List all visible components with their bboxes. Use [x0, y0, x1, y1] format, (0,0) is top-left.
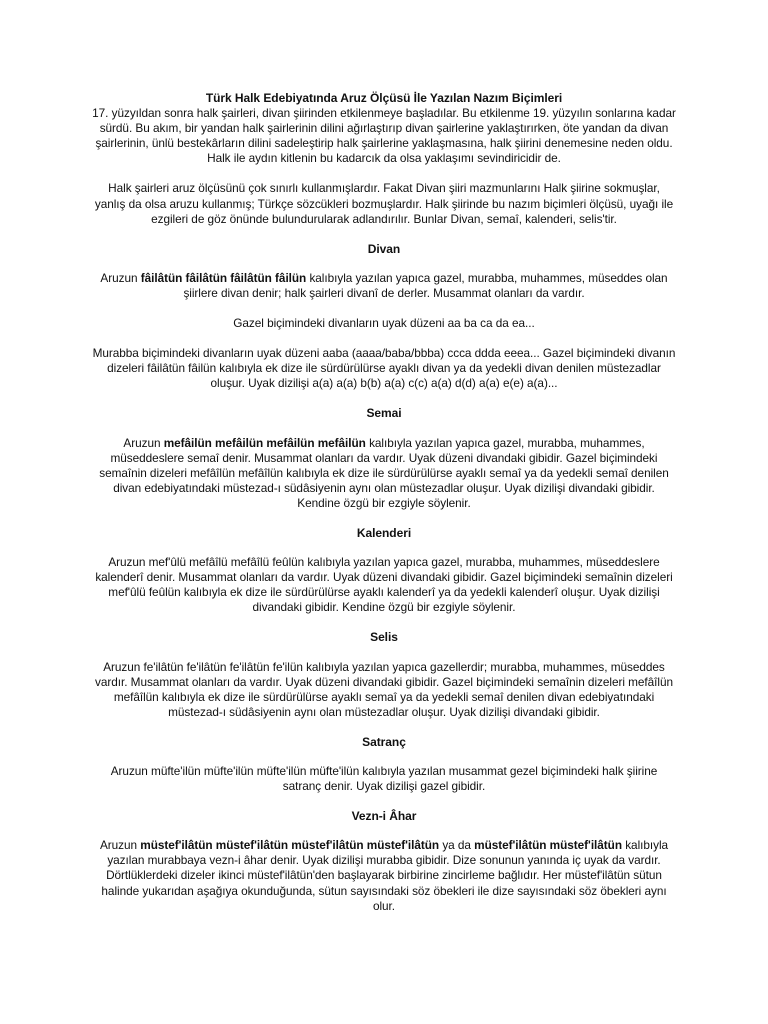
- semai-paragraph-1: [92, 436, 676, 511]
- vezni-ahar-paragraph-1: [92, 838, 676, 913]
- satranc-paragraph-1: Aruzun müfte'ilün müfte'ilün müfte'ilün müfte'ilün kalıbıyla yazılan musammat gezel biçimindeki halk şiirine satranç denir. Uyak dizilişi gazel gibidir.: [110, 764, 658, 794]
- divan-meter: fâilâtün fâilâtün fâilâtün fâilün: [140, 270, 307, 285]
- semai-meter: mefâilün mefâilün mefâilün mefâilün: [163, 435, 366, 450]
- section-heading-vezni-ahar: Vezn-i Âhar: [351, 809, 417, 824]
- divan-p1-rest: kalıbıyla yazılan yapıca gazel, murabba, muhammes, müseddes olan şiirlere divan denir; halk şairleri divanî de derler. Musammat olanları da vardır.: [183, 270, 668, 300]
- divan-paragraph-2: Gazel biçimindeki divanların uyak düzeni aa ba ca da ea...: [233, 316, 535, 331]
- vezni-ahar-p1-rest: kalıbıyla yazılan murabbaya vezn-i âhar denir. Uyak dizilişi murabba gibidir. Dize sonunun yanında iç uyak da vardır. Dörtlüklerdeki dizeler ikinci müstef'ilâtün'den başlayarak birbirine zincirleme bağlıdır. Her müstef'ilâtün sütun halinde yukarıdan aşağıya okunduğunda, sütun sayısındaki söz öbekleri ile dize sayısındaki söz öbekleri aynı olur.: [101, 838, 669, 913]
- semai-p1-rest: kalıbıyla yazılan yapıca gazel, murabba, muhammes, müseddeslere semaî denir. Musammat olanları da vardır. Uyak düzeni divandaki gibidir. Gazel biçimindeki semaînin dizeleri mefâîlün mefâîlün kalıbıyla ek dize ile sürdürülürse ayaklı semaî ya da yedekli semaî denilen divan edebiyatındaki müstezad-ı südâsiyenin aynı olan müstezadlar oluşur. Uyak dizilişi divandaki gibidir. Kendine özgü bir ezgiyle söylenir.: [99, 435, 669, 510]
- document-body: [92, 91, 676, 929]
- section-heading-divan: Divan: [367, 241, 401, 256]
- semai-p1-lead: Aruzun: [123, 435, 164, 450]
- section-heading-kalenderi: Kalenderi: [356, 525, 412, 540]
- divan-paragraph-1: [92, 271, 676, 301]
- intro-paragraph-2: Halk şairleri aruz ölçüsünü çok sınırlı kullanmışlardır. Fakat Divan şiiri mazmunlarını Halk şiirine sokmuşlar, yanlış da olsa aruzu kullanmış; Türkçe sözcükleri bozmuşlardır. Halk şiirinde bu nazım biçimleri ölçüsü, uyağı ile ezgileri de göz önünde bulundurularak adlandırılır. Bunlar Divan, semaî, kalenderi, selis'tir.: [94, 181, 674, 226]
- section-heading-semai: Semai: [366, 406, 402, 421]
- vezni-ahar-meter-2: müstef'ilâtün müstef'ilâtün: [474, 838, 622, 853]
- selis-paragraph-1: Aruzun fe'ilâtün fe'ilâtün fe'ilâtün fe'ilün kalıbıyla yazılan yapıca gazellerdir; murabba, muhammes, müseddes vardır. Musammat olanları da vardır. Uyak düzeni divandaki gibidir. Gazel biçimindeki semaînin dizeleri mefâîlün mefâîlün kalıbıyla ek dize ile sürdürülürse ayaklı semaî ya da yedekli semaî denilen divan edebiyatındaki müstezad-ı südâsiyenin aynı olan müstezadlar oluşur. Uyak dizilişi divandaki gibidir.: [95, 659, 673, 719]
- section-heading-satranc: Satranç: [362, 734, 406, 749]
- document-title: Türk Halk Edebiyatında Aruz Ölçüsü İle Yazılan Nazım Biçimleri: [205, 91, 563, 105]
- vezni-ahar-p1-lead: Aruzun: [99, 838, 141, 853]
- section-heading-selis: Selis: [370, 630, 398, 645]
- kalenderi-paragraph-1: Aruzun mef'ûlü mefâîlü mefâîlü feûlün kalıbıyla yazılan yapıca gazel, murabba, muhammes, müseddeslere kalenderî denir. Musammat olanları da vardır. Uyak düzeni divandaki gibidir. Gazel biçimindeki semaînin dizeleri mef'ûlü feûlün kalıbıyla ek dize ile sürdürülürse ayaklı kalenderî ya da yedekli kalenderî oluşur. Uyak dizilişi divandaki gibidir. Kendine özgü bir ezgiyle söylenir.: [95, 555, 673, 615]
- intro-paragraph-1: 17. yüzyıldan sonra halk şairleri, divan şiirinden etkilenmeye başladılar. Bu etkilenme 19. yüzyılın sonlarına kadar sürdü. Bu akım, bir yandan halk şairlerinin dilini ağırlaştırıp divan şairlerine yaklaştırırken, öte yandan da divan şairlerinin, ünlü bestekârların dilini sadeleştirip halk şairlerine yaklaşmasına, halk şiirini denemesine neden oldu. Halk ile aydın kitlenin bu kadarcık da olsa yaklaşımı sevindiricidir de.: [92, 106, 676, 166]
- vezni-ahar-meter-1: müstef'ilâtün müstef'ilâtün müstef'ilâtün müstef'ilâtün: [140, 838, 440, 853]
- vezni-ahar-p1-mid: ya da: [439, 838, 475, 853]
- divan-paragraph-3: Murabba biçimindeki divanların uyak düzeni aaba (aaaa/baba/bbba) ccca ddda eeea... Gazel biçimindeki divanın dizeleri fâilâtün fâilün kalıbıyla ek dize ile sürdürülürse ayaklı divan ya da yedekli divan denilen müstezadlar oluşur. Uyak dizilişi a(a) a(a) b(b) a(a) c(c) a(a) d(d) a(a) e(e) a(a)...: [92, 346, 676, 391]
- divan-p1-lead: Aruzun: [100, 270, 141, 285]
